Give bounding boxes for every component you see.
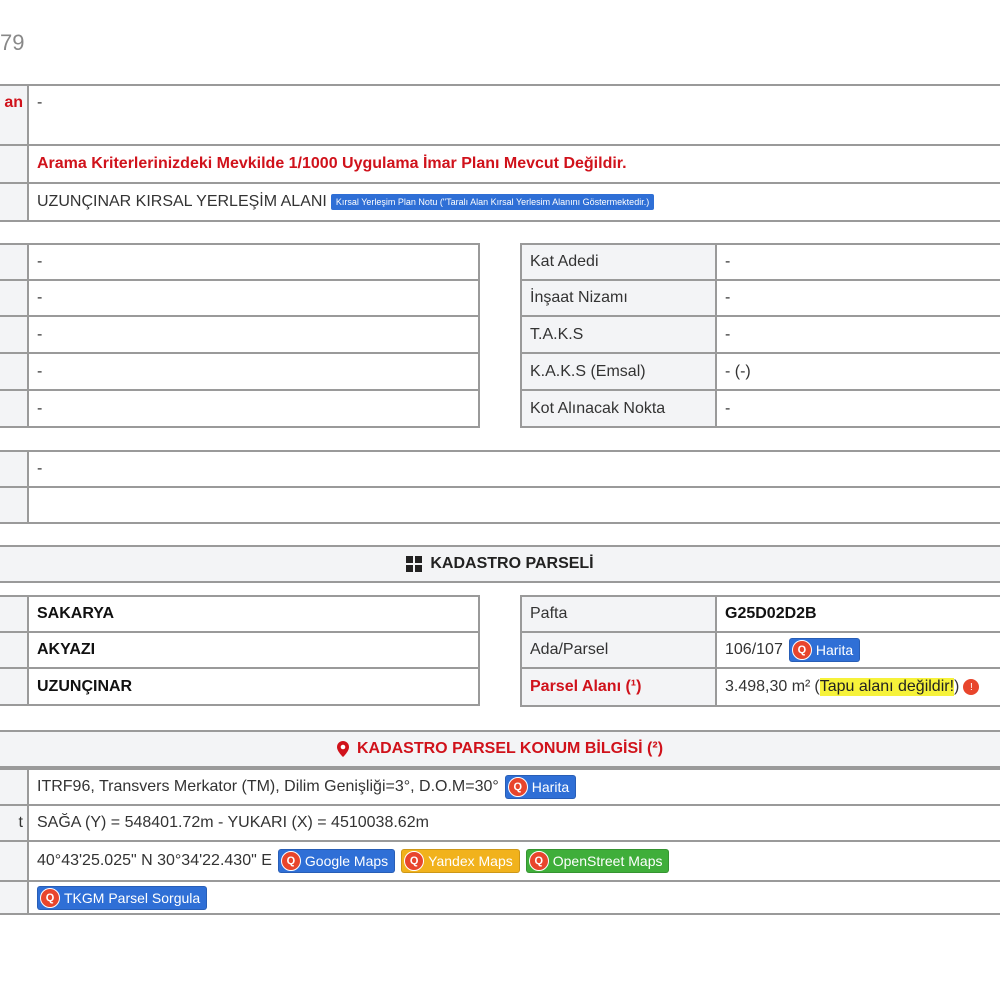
kadastro-title: KADASTRO PARSELİ xyxy=(430,555,594,572)
notes-label xyxy=(0,450,29,488)
mahalle-value-text: UZUNÇINAR xyxy=(37,677,133,695)
parsel-alani-close-paren: ) xyxy=(954,678,960,695)
taks-label-text: T.A.K.S xyxy=(530,325,584,343)
map-search-icon: Q xyxy=(792,640,812,660)
map-search-icon: Q xyxy=(40,888,60,908)
building-left-label xyxy=(0,279,29,317)
area-name: UZUNÇINAR KIRSAL YERLEŞİM ALANI xyxy=(37,193,327,210)
plan-value-cell xyxy=(27,84,1000,146)
area-row xyxy=(27,182,1000,222)
tkgm-label-text: TKGM Parsel Sorgula xyxy=(64,889,201,906)
building-left-label xyxy=(0,389,29,428)
map-search-icon: Q xyxy=(404,851,424,871)
building-left-value xyxy=(27,389,480,428)
building-left-value-text: - xyxy=(37,399,43,417)
mahalle-label xyxy=(0,667,29,706)
ada-parsel-label xyxy=(520,631,717,669)
page-number-fragment: 79 xyxy=(0,30,25,55)
ilce-value-text: AKYAZI xyxy=(37,641,96,658)
building-left-value-text: - xyxy=(37,289,43,306)
kat-adedi-label-text: Kat Adedi xyxy=(530,253,599,270)
parsel-alani-label-text: Parsel Alanı (¹) xyxy=(530,678,642,695)
osm-maps-button[interactable] xyxy=(526,849,670,873)
mahalle-value xyxy=(27,667,480,706)
pafta-label-text: Pafta xyxy=(530,605,568,622)
grid-icon xyxy=(406,556,422,572)
building-left-value xyxy=(27,279,480,317)
taks-value-text: - xyxy=(725,325,731,343)
coords-xy-value: SAĞA (Y) = 548401.72m - YUKARI (X) = 4510038.62m xyxy=(37,814,429,831)
kaks-value-text: - (-) xyxy=(725,362,751,380)
ada-parsel-row xyxy=(715,631,1000,669)
insaat-nizami-label xyxy=(520,279,717,317)
building-left-value xyxy=(27,243,480,281)
ilce-label xyxy=(0,631,29,669)
taks-value xyxy=(715,315,1000,354)
konum-title: KADASTRO PARSEL KONUM BİLGİSİ (²) xyxy=(356,740,664,757)
yandex-maps-button[interactable] xyxy=(401,849,520,873)
il-label xyxy=(0,595,29,633)
pafta-label xyxy=(520,595,717,633)
building-left-label xyxy=(0,243,29,281)
kot-value-text: - xyxy=(725,399,731,417)
taks-label xyxy=(520,315,717,354)
google-maps-button[interactable] xyxy=(278,849,395,873)
notes-value xyxy=(27,450,1000,488)
tkgm-parsel-sorgula-button[interactable] xyxy=(37,886,207,910)
notes-value-empty xyxy=(27,486,1000,524)
ilce-value xyxy=(27,631,480,669)
insaat-nizami-label-text: İnşaat Nizamı xyxy=(530,289,628,306)
building-left-value xyxy=(27,315,480,354)
building-left-value-text: - xyxy=(37,253,43,270)
area-plan-note-tag[interactable]: Kırsal Yerleşim Plan Notu ("Taralı Alan Kırsal Yerlesim Alanını Göstermektedir.) xyxy=(331,194,654,210)
parsel-alani-row xyxy=(715,667,1000,707)
projection-label xyxy=(0,768,29,806)
notes-value-text: - xyxy=(37,460,43,477)
kot-value xyxy=(715,389,1000,428)
coords-xy-row xyxy=(27,804,1000,842)
kat-adedi-label xyxy=(520,243,717,281)
osm-maps-label: OpenStreet Maps xyxy=(552,853,663,869)
kaks-label xyxy=(520,352,717,391)
ada-parsel-label-text: Ada/Parsel xyxy=(530,641,609,658)
il-value-text: SAKARYA xyxy=(37,605,115,622)
kaks-value xyxy=(715,352,1000,391)
building-left-label xyxy=(0,315,29,354)
notice-label-cell xyxy=(0,144,29,184)
area-label-cell xyxy=(0,182,29,222)
il-value xyxy=(27,595,480,633)
ada-parsel-value: 106/107 xyxy=(725,641,783,658)
projection-row xyxy=(27,768,1000,806)
building-left-label xyxy=(0,352,29,391)
kaks-label-text: K.A.K.S (Emsal) xyxy=(530,362,646,380)
parsel-alani-value: 3.498,30 m² xyxy=(725,678,811,695)
kat-adedi-value-text: - xyxy=(725,253,731,270)
location-pin-icon xyxy=(337,741,349,757)
coords-geo-value: 40°43'25.025" N 30°34'22.430" E xyxy=(37,852,272,869)
yandex-maps-label: Yandex Maps xyxy=(428,853,513,869)
map-search-icon: Q xyxy=(529,851,549,871)
kot-label xyxy=(520,389,717,428)
kadastro-header xyxy=(0,545,1000,583)
parsel-alani-open-paren: ( xyxy=(814,678,820,695)
coords-geo-label xyxy=(0,840,29,882)
konum-header xyxy=(0,730,1000,768)
plan-label-text: an xyxy=(4,94,23,111)
ada-harita-button[interactable] xyxy=(789,638,860,662)
building-left-value-text: - xyxy=(37,362,43,380)
parsel-alani-note: Tapu alanı değildir! xyxy=(819,678,955,695)
projection-harita-button[interactable] xyxy=(505,775,576,799)
parsel-alani-label xyxy=(520,667,717,707)
insaat-nizami-value-text: - xyxy=(725,289,731,306)
plan-notice xyxy=(27,144,1000,184)
info-icon[interactable]: ! xyxy=(963,679,979,695)
tkgm-row xyxy=(27,880,1000,915)
building-left-value xyxy=(27,352,480,391)
building-left-value-text: - xyxy=(37,325,43,343)
coords-geo-row xyxy=(27,840,1000,882)
pafta-value xyxy=(715,595,1000,633)
coords-xy-label-text: t xyxy=(18,814,23,831)
coords-xy-label xyxy=(0,804,29,842)
projection-value: ITRF96, Transvers Merkator (TM), Dilim Genişliği=3°, D.O.M=30° xyxy=(37,778,499,795)
notes-label xyxy=(0,486,29,524)
tkgm-label xyxy=(0,880,29,915)
plan-label-fragment xyxy=(0,84,29,146)
projection-harita-label: Harita xyxy=(531,779,570,795)
ada-harita-label: Harita xyxy=(815,642,854,658)
insaat-nizami-value xyxy=(715,279,1000,317)
map-search-icon: Q xyxy=(281,851,301,871)
plan-notice-text: Arama Kriterlerinizdeki Mevkilde 1/1000 Uygulama İmar Planı Mevcut Değildir. xyxy=(37,155,627,172)
map-search-icon: Q xyxy=(508,777,528,797)
plan-value: - xyxy=(37,94,43,111)
kot-label-text: Kot Alınacak Nokta xyxy=(530,399,666,417)
google-maps-label: Google Maps xyxy=(304,853,389,869)
pafta-value-text: G25D02D2B xyxy=(725,605,817,622)
kat-adedi-value xyxy=(715,243,1000,281)
